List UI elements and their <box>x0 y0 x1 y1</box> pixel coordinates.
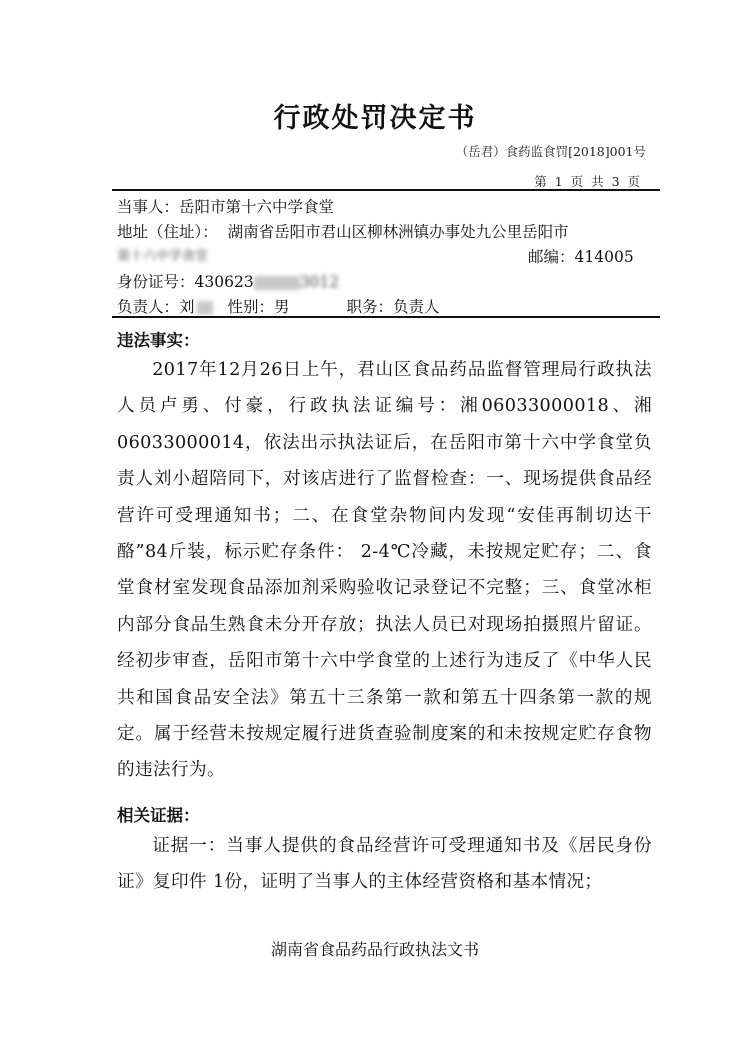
redacted-id-block <box>254 276 300 290</box>
evidence-heading: 相关证据： <box>117 806 200 825</box>
person-label: 负责人： <box>117 298 180 316</box>
gender-value: 男 <box>273 298 290 316</box>
id-suffix: 3012 <box>299 273 340 291</box>
postcode-label: 邮编： <box>528 248 575 266</box>
id-label: 身份证号： <box>117 273 195 291</box>
gender-label: 性别： <box>227 298 274 316</box>
id-row <box>117 270 339 292</box>
address-continuation: 第十六中学食堂 <box>117 249 209 264</box>
party-name-row <box>117 195 334 217</box>
evidence-paragraph: 证据一：当事人提供的食品经营许可受理通知书及《居民身份证》复印件 1份，证明了当事人的主体经营资格和基本情况； <box>117 836 652 893</box>
person-row <box>117 295 439 317</box>
postcode-row <box>528 245 634 267</box>
postcode-value: 414005 <box>574 248 634 266</box>
id-prefix: 430623 <box>194 273 254 291</box>
document-footer: 湖南省食品药品行政执法文书 <box>270 940 479 959</box>
party-name-label: 当事人： <box>117 198 180 216</box>
facts-paragraph: 2017年12月26日上午，君山区食品药品监督管理局行政执法人员卢勇、付豪，行政执法证编号：湘06033000018、湘06033000014，依法出示执法证后，在岳阳市第十六中学食堂负责人刘小超陪同下，对该店进行了监督检查：一、现场提供食品经营许可受理通知书；二、在食堂杂物间内发现“安佳再制切达干酪”84斤装，标示贮存条件： 2-4℃冷藏，未按规定贮存；二、食堂食材室发现食品添加剂采购验收记录登记不完整；三、食堂冰柜内部分食品生熟食未分开存放；执法人员已对现场拍摄照片留证。经初步审查，岳阳市第十六中学食堂的上述行为违反了《中华人民共和国食品安全法》第五十三条第一款和第五十四条第一款的规定。属于经营未按规定履行进货查验制度案的和未按规定贮存食物的违法行为。 <box>117 360 652 781</box>
address-row <box>117 220 569 242</box>
page-info: 第 1 页 共 3 页 <box>534 174 640 189</box>
position-label: 职务： <box>346 298 393 316</box>
document-title: 行政处罚决定书 <box>273 103 477 134</box>
header-bottom-rule <box>112 316 660 318</box>
redacted-name-block <box>197 301 213 315</box>
document-number: （岳君）食药监食罚[2018]001号 <box>455 144 646 159</box>
facts-heading: 违法事实： <box>117 331 200 350</box>
header-top-rule <box>112 189 660 191</box>
position-value: 负责人 <box>392 298 440 316</box>
person-name: 刘 <box>179 298 195 316</box>
address-label: 地址（住址）： <box>117 223 218 241</box>
address-value: 湖南省岳阳市君山区柳林洲镇办事处九公里岳阳市 <box>227 223 569 241</box>
party-name: 岳阳市第十六中学食堂 <box>179 198 335 216</box>
